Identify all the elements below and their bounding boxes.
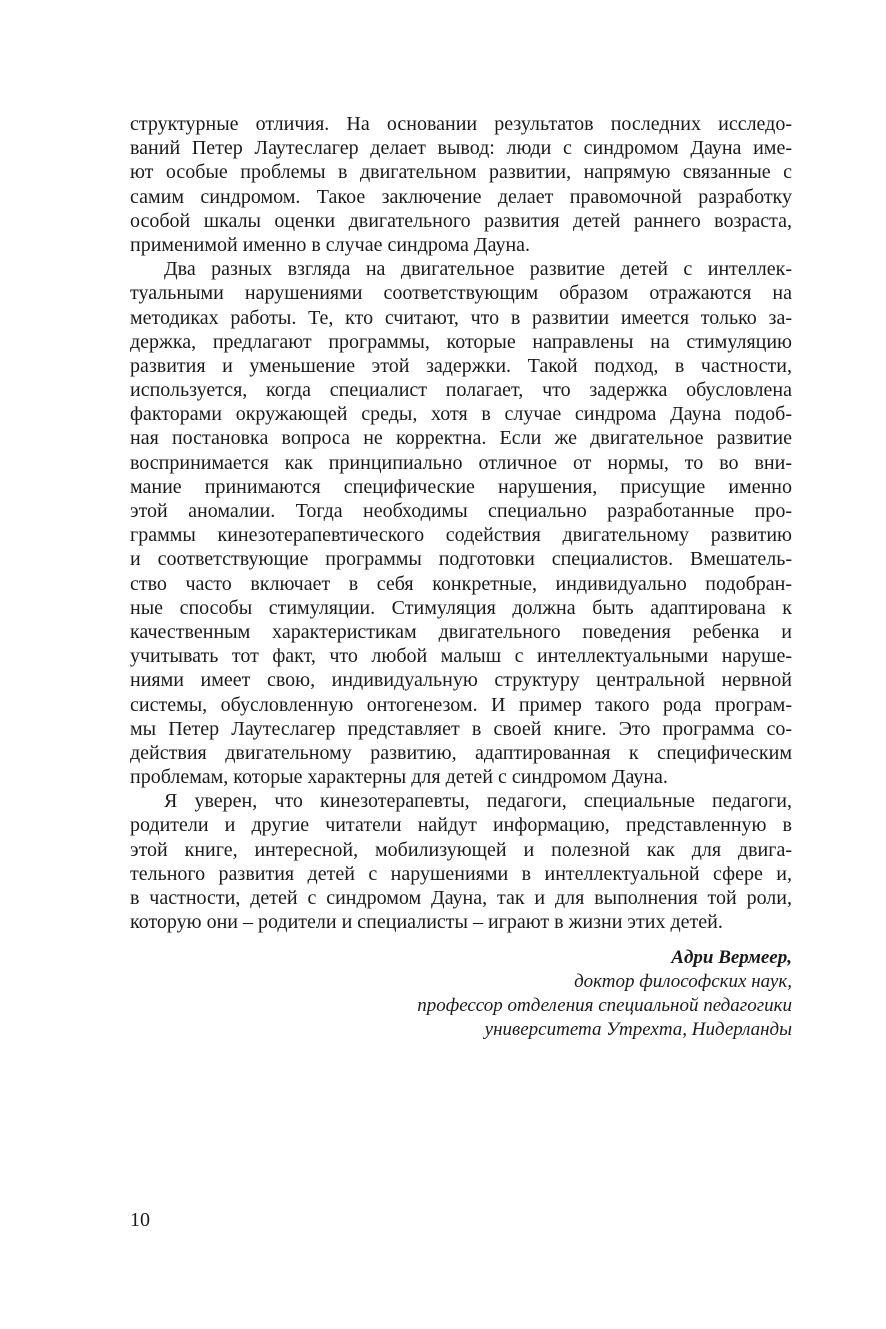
text-line: Два разных взгляда на двигательное развитие детей с интеллек- (164, 258, 792, 281)
author-position: профессор отделения специальной педагогики (417, 995, 792, 1016)
text-line: граммы кинезотерапевтического содействия двигательному развитию (130, 524, 792, 547)
text-line: ют особые проблемы в двигательном развитии, напрямую связанные с (130, 161, 792, 184)
text-line: мы Петер Лаутеслагер представляет в своей книге. Это программа со- (130, 717, 792, 740)
text-line: используется, когда специалист полагает, что задержка обусловлена (130, 379, 792, 402)
text-line: тельного развития детей с нарушениями в интеллектуальной сфере и, (130, 862, 792, 885)
signature-block (130, 946, 792, 1042)
text-line: качественным характеристикам двигательного поведения ребенка и (130, 620, 792, 643)
text-line: мание принимаются специфические нарушения, присущие именно (130, 475, 792, 498)
text-line: развития и уменьшение этой задержки. Такой подход, в частности, (130, 354, 792, 377)
text-line: самим синдромом. Такое заключение делает правомочной разработку (130, 185, 792, 208)
text-line: факторами окружающей среды, хотя в случае синдрома Дауна подоб- (130, 403, 792, 426)
text-line: туальными нарушениями соответствующим образом отражаются на (130, 282, 792, 305)
text-line: проблемам, которые характерны для детей с синдромом Дауна. (130, 766, 668, 789)
author-name: Адри Вермеер, (671, 947, 792, 968)
paragraph-3 (130, 789, 792, 934)
text-line: этой аномалии. Тогда необходимы специально разработанные про- (130, 500, 792, 522)
text-line: воспринимается как принципиально отличное от нормы, то во вни- (130, 451, 792, 474)
text-line: родители и другие читатели найдут информацию, представленную в (130, 814, 792, 837)
text-line: действия двигательному развитию, адаптированная к специфическим (130, 741, 792, 764)
text-line: учитывать тот факт, что любой малыш с интеллектуальными наруше- (130, 645, 792, 668)
page-body (130, 112, 792, 934)
text-line: в частности, детей с синдромом Дауна, так и для выполнения той роли, (130, 887, 792, 909)
text-line: Я уверен, что кинезотерапевты, педагоги, специальные педагоги, (164, 790, 792, 813)
text-line: ваний Петер Лаутеслагер делает вывод: люди с синдромом Дауна име- (130, 137, 792, 160)
author-degree: доктор философских наук, (574, 971, 792, 992)
text-line: системы, обусловленную онтогенезом. И пример такого рода програм- (130, 693, 792, 716)
text-line: ная постановка вопроса не корректна. Если же двигательное развитие (130, 427, 792, 450)
text-line: методиках работы. Те, кто считают, что в развитии имеется только за- (130, 306, 792, 329)
author-affiliation: университета Утрехта, Нидерланды (484, 1019, 792, 1040)
text-line: ниями имеет свою, индивидуальную структуру центральной нервной (130, 669, 792, 692)
text-line: структурные отличия. На основании результатов последних исследо- (130, 113, 792, 135)
text-line: ство часто включает в себя конкретные, индивидуально подобран- (130, 572, 792, 595)
page-number: 10 (130, 1209, 150, 1231)
paragraph-2 (130, 257, 792, 789)
text-line: держка, предлагают программы, которые направлены на стимуляцию (130, 330, 792, 353)
text-line: которую они – родители и специалисты – играют в жизни этих детей. (130, 911, 723, 934)
text-line: особой шкалы оценки двигательного развития детей раннего возраста, (130, 209, 792, 232)
text-line: этой книге, интересной, мобилизующей и полезной как для двига- (130, 838, 792, 861)
text-line: ные способы стимуляции. Стимуляция должна быть адаптирована к (130, 596, 792, 619)
paragraph-1 (130, 112, 792, 257)
text-line: и соответствующие программы подготовки специалистов. Вмешатель- (130, 548, 792, 571)
text-line: применимой именно в случае синдрома Дауна. (130, 233, 531, 256)
